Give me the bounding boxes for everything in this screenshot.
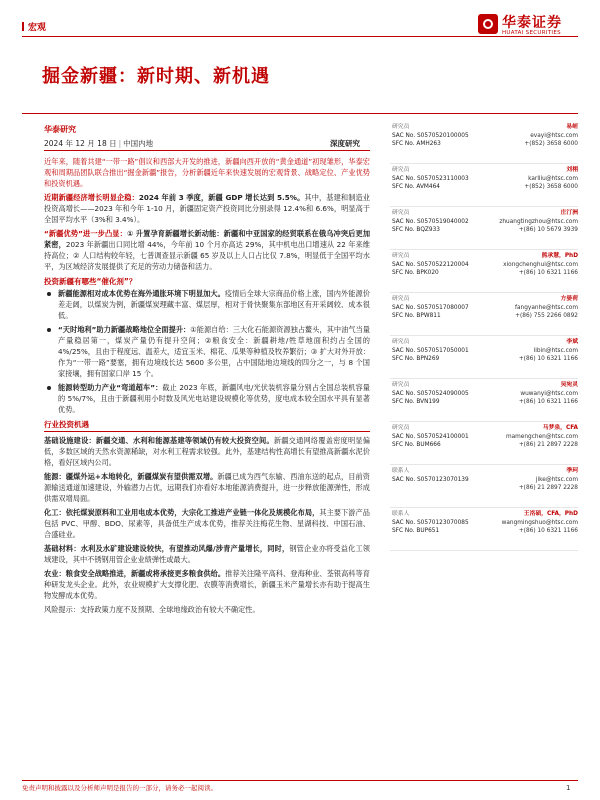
analyst-sfc: SFC No. BPW811 (392, 313, 441, 319)
analyst-phone: +(86) 10 6321 1166 (518, 270, 578, 276)
catalyst-energy-bullet (44, 288, 370, 321)
advantage-paragraph (44, 228, 370, 272)
analyst-phone: +(852) 3658 6000 (524, 141, 578, 147)
catalyst-strategic-text: ①能源自给：三大化石能源资源独占鳌头，其中油气当量产量稳居第一，煤炭产量仍有提升空间；②粮食安全：新疆耕地/牲草地面积约占全国的 4%/25%，且由于程度远、温差大，适宜玉米、棉花、瓜果等种植及牧养繁衍；③ 扩大对外开放：作为“一带一路”要塞，拥有边境线长达 5600 多公里，占中国陆地边境线的四分之一，与 8 个国家接壤，拥有国家口岸 15 个。 (58, 325, 370, 378)
analyst-sfc: SFC No. AMH263 (392, 141, 441, 147)
analyst-card (390, 508, 578, 551)
analyst-role: 联系人 (392, 468, 410, 474)
industry-infra (44, 435, 370, 468)
analyst-name: 方晏荷 (560, 296, 578, 302)
advantage-text: 2023 年新疆出口同比增 44%，今年前 10 个月亦高达 29%，其中机电出口增速从 22 年来维持高位；② 人口结构较年轻，七普调查显示新疆 65 岁及以上人口占比仅 7.8%，明显低于全国平均水平，为区域经济发展提供了充足的劳动力储备和活力。 (44, 240, 370, 271)
analyst-panel (390, 121, 578, 551)
industry-energy-text: 新疆已成为西气东输、西油东送的起点，目前资源输送通道加速建设，外输潜力占优，远期我们亦看好本地能源消费提升，进一步释放能源弹性，形成供需双增局面。 (44, 472, 370, 503)
analyst-email[interactable]: jike@htsc.com (535, 477, 578, 483)
analyst-email[interactable]: fangyanhe@htsc.com (514, 305, 578, 311)
analyst-sfc: SFC No. BQZ933 (392, 227, 440, 233)
analyst-phone: +(86) 21 2897 2228 (518, 485, 578, 491)
analyst-card (390, 121, 578, 164)
analyst-sfc: SFC No. BPK020 (392, 270, 439, 276)
dateline: 2024 年 12 月 18 日 | 中国内地 (44, 139, 154, 148)
analyst-card (390, 207, 578, 250)
industry-heading: 行业投资机遇 (44, 420, 89, 429)
analyst-sfc: SFC No. BUM666 (392, 442, 441, 448)
industry-divider (44, 431, 370, 432)
catalyst-strategic-bullet (44, 324, 370, 379)
org-label: 华泰研究 (44, 125, 76, 134)
analyst-sac: SAC No. S0570519040002 (392, 219, 469, 225)
analyst-role: 研究员 (392, 210, 410, 216)
growth-paragraph (44, 192, 370, 225)
analyst-card (390, 336, 578, 379)
analyst-email[interactable]: mamengchen@htsc.com (505, 434, 578, 440)
analyst-email[interactable]: evayi@htsc.com (530, 133, 578, 139)
logo-text-en: HUATAI SECURITIES (502, 30, 561, 36)
analyst-phone: +(86) 21 2897 2228 (518, 442, 578, 448)
analyst-email[interactable]: wuwanyi@htsc.com (520, 391, 578, 397)
analyst-role: 研究员 (392, 339, 410, 345)
catalyst-transition-text: 截止 2023 年底，新疆风电/光伏装机容量分别占全国总装机容量的 5%/7%，且由于新疆利用小时数及风光电站建设规模化等优势，度电成本较全国水平具有显著优势。 (58, 383, 370, 414)
analyst-phone: +(86) 10 6321 1166 (518, 399, 578, 405)
analyst-sfc: SFC No. BUP651 (392, 528, 440, 534)
industry-energy (44, 471, 370, 504)
catalyst-energy-bold: 新疆能源相对成本优势在海外通胀环境下明显加大。 (58, 289, 225, 298)
analyst-sac: SAC No. S0570517050001 (392, 348, 469, 354)
growth-lead: 近期新疆经济增长明显企稳： (44, 193, 139, 202)
analyst-phone: +(86) 10 6321 1166 (518, 528, 578, 534)
analyst-name: 王洺硕，CFA，PhD (523, 511, 578, 517)
analyst-sac: SAC No. S0570520100005 (392, 133, 469, 139)
meta-divider (44, 150, 370, 151)
industry-agri-lead: 农业：粮食安全战略推进，新疆或将承接更多粮食供给。 (44, 569, 226, 578)
analyst-role: 联系人 (392, 511, 410, 517)
analyst-role: 研究员 (392, 296, 410, 302)
analyst-phone: +(86) 10 6321 1166 (518, 356, 578, 362)
analyst-card (390, 422, 578, 465)
industry-infra-lead: 基础设施建设：新疆交通、水利和能源基建等领域仍有较大投资空间。 (44, 436, 274, 445)
analyst-sac: SAC No. S0570522120004 (392, 262, 469, 268)
analyst-role: 研究员 (392, 425, 410, 431)
industry-chem-lead: 化工：依托煤炭原料和工业用电成本优势，大宗化工推进产业链一体化及规模化布局， (44, 508, 320, 517)
analyst-sfc: SFC No. BVN199 (392, 399, 440, 405)
analyst-sac: SAC No. S0570524090005 (392, 391, 469, 397)
catalyst-transition-bullet (44, 382, 370, 415)
industry-infra-text: 新疆交通网络覆盖密度明显偏低，多数区域的天然水资源稀缺，对水利工程需求较强。此外，基建结构性高增长有望推高新疆水泥价格，看好区域内公司。 (44, 436, 370, 467)
analyst-sac: SAC No. S0570123070085 (392, 520, 469, 526)
analyst-card (390, 250, 578, 293)
analyst-role: 研究员 (392, 124, 410, 130)
analyst-sfc: SFC No. BPN269 (392, 356, 440, 362)
page-title: 掘金新疆：新时期、新机遇 (42, 66, 270, 87)
industry-materials-lead: 基础材料：水利及水矿建设建设较快，有望推动风爆/涉青产量增长，同时， (44, 544, 290, 553)
industry-chem (44, 507, 370, 540)
catalyst-strategic-bold: “天时地利”助力新疆战略地位全面提升： (58, 325, 191, 334)
analyst-card (390, 465, 578, 508)
analyst-name: 李斌 (566, 339, 578, 345)
intro-paragraph: 近年来，随着共建“一带一路”倡议和西部大开发的推进，新疆向西开放的“黄金通道”初现雏形，华泰宏观和周期品团队联合推出“掘金新疆”报告，分析新疆近年来快速发展的宏观背景、战略定位、产业优势和投资机遇。 (44, 157, 370, 188)
analyst-name: 易峘 (566, 124, 578, 130)
analyst-phone: +(86) 10 5679 3939 (518, 227, 578, 233)
analyst-role: 研究员 (392, 253, 410, 259)
analyst-name: 吴宛灵 (560, 382, 578, 388)
analyst-phone: +(852) 3658 6000 (524, 184, 578, 190)
logo-text-cn: 华泰证券 (502, 15, 562, 31)
analyst-email[interactable]: karlliu@htsc.com (528, 176, 578, 182)
analyst-card (390, 164, 578, 207)
analyst-sac: SAC No. S0570517080007 (392, 305, 469, 311)
analyst-sac: SAC No. S0570523110003 (392, 176, 469, 182)
advantage-lead: “新疆优势”进一步凸显： (44, 229, 127, 238)
growth-bold: 2024 年前 3 季度，新疆 GDP 增长达到 5.5%。 (138, 193, 305, 202)
analyst-name: 庄汀洲 (560, 210, 578, 216)
industry-agri-text: 推荐关注隆平高科、登海种业、荃银高科等育种研发龙头企业。此外，农业规模扩大支撑化肥、农膜等消费增长，新疆玉米产量增长亦有助于提高生物发酵成本优势。 (44, 569, 370, 600)
analyst-role: 研究员 (392, 382, 410, 388)
section-label: 宏观 (28, 23, 47, 33)
industry-materials-text: 钢管企业亦将受益化工领域建设，其中不锈钢用管企业业绩弹性或最大。 (44, 544, 370, 564)
analyst-sac: SAC No. S0570123070139 (392, 477, 469, 483)
analyst-card (390, 379, 578, 422)
industry-materials (44, 543, 370, 565)
analyst-sac: SAC No. S0570524100001 (392, 434, 469, 440)
analyst-email[interactable]: zhuangtingzhou@htsc.com (499, 219, 578, 225)
footer-disclaimer: 免责声明和披露以及分析师声明是报告的一部分，请务必一起阅读。 (22, 784, 217, 792)
analyst-name: 刘栩 (566, 167, 578, 173)
industry-energy-lead: 能源：疆煤外运+本地转化，新疆煤炭有望供需双增。 (44, 472, 218, 481)
analyst-email[interactable]: wangmingshuo@htsc.com (501, 520, 578, 526)
risk-note: 风险提示：支持政策力度不及预期、全球地缘政治有较大不确定性。 (44, 605, 260, 614)
analyst-name: 季珂 (566, 468, 578, 474)
report-region: 中国内地 (123, 139, 154, 148)
brand-logo (478, 12, 578, 42)
report-type: 深度研究 (330, 139, 360, 148)
catalyst-heading: 投资新疆有哪些“催化剂”？ (44, 277, 137, 286)
advantage-bold: ① 升置孕育新疆增长新动能：新疆和中亚国家的经贸联系在俄乌冲突后更加紧密， (44, 229, 371, 249)
page-number: 1 (566, 784, 571, 792)
industry-chem-text: 其主要下游产品包括 PVC、甲醇、BDO、尿素等，具备低生产成本优势，推荐关注梅花生物、星湖科技、中国石油、合盛硅业。 (44, 508, 370, 539)
report-date: 2024 年 12 月 18 日 (44, 139, 117, 148)
analyst-sfc: SFC No. AVM464 (392, 184, 440, 190)
footer-divider (22, 780, 578, 781)
growth-text: 其中，基建和制造业投资高增长——2023 年和今年 1-10 月，新疆固定资产投资同比分别录得 12.4%和 6.6%，明显高于全国平均水平（3%和 3.4%）。 (44, 193, 370, 224)
analyst-name: 熊承慧，PhD (541, 253, 578, 259)
report-body (44, 156, 370, 618)
analyst-role: 研究员 (392, 167, 410, 173)
catalyst-transition-bold: 能源转型助力产业“弯道超车”： (58, 383, 163, 392)
title-divider (22, 113, 578, 114)
analyst-phone: +(86) 755 2266 0892 (515, 313, 578, 319)
section-marker (22, 22, 24, 31)
analyst-name: 马梦泉，CFA (542, 425, 578, 431)
catalyst-energy-text: 疫情后全球大宗商品价格上涨，国内外能源价差走阔，以煤炭为例，新疆煤炭理藏丰富、煤层厚，相对于骨快聚集东部地区有开采阔较、成本很低。 (58, 289, 370, 320)
logo-icon (478, 14, 498, 34)
industry-agri (44, 568, 370, 601)
analyst-email[interactable]: libin@htsc.com (533, 348, 578, 354)
header-divider (22, 36, 578, 37)
analyst-email[interactable]: xiongchenghui@htsc.com (503, 262, 578, 268)
analyst-card (390, 293, 578, 336)
